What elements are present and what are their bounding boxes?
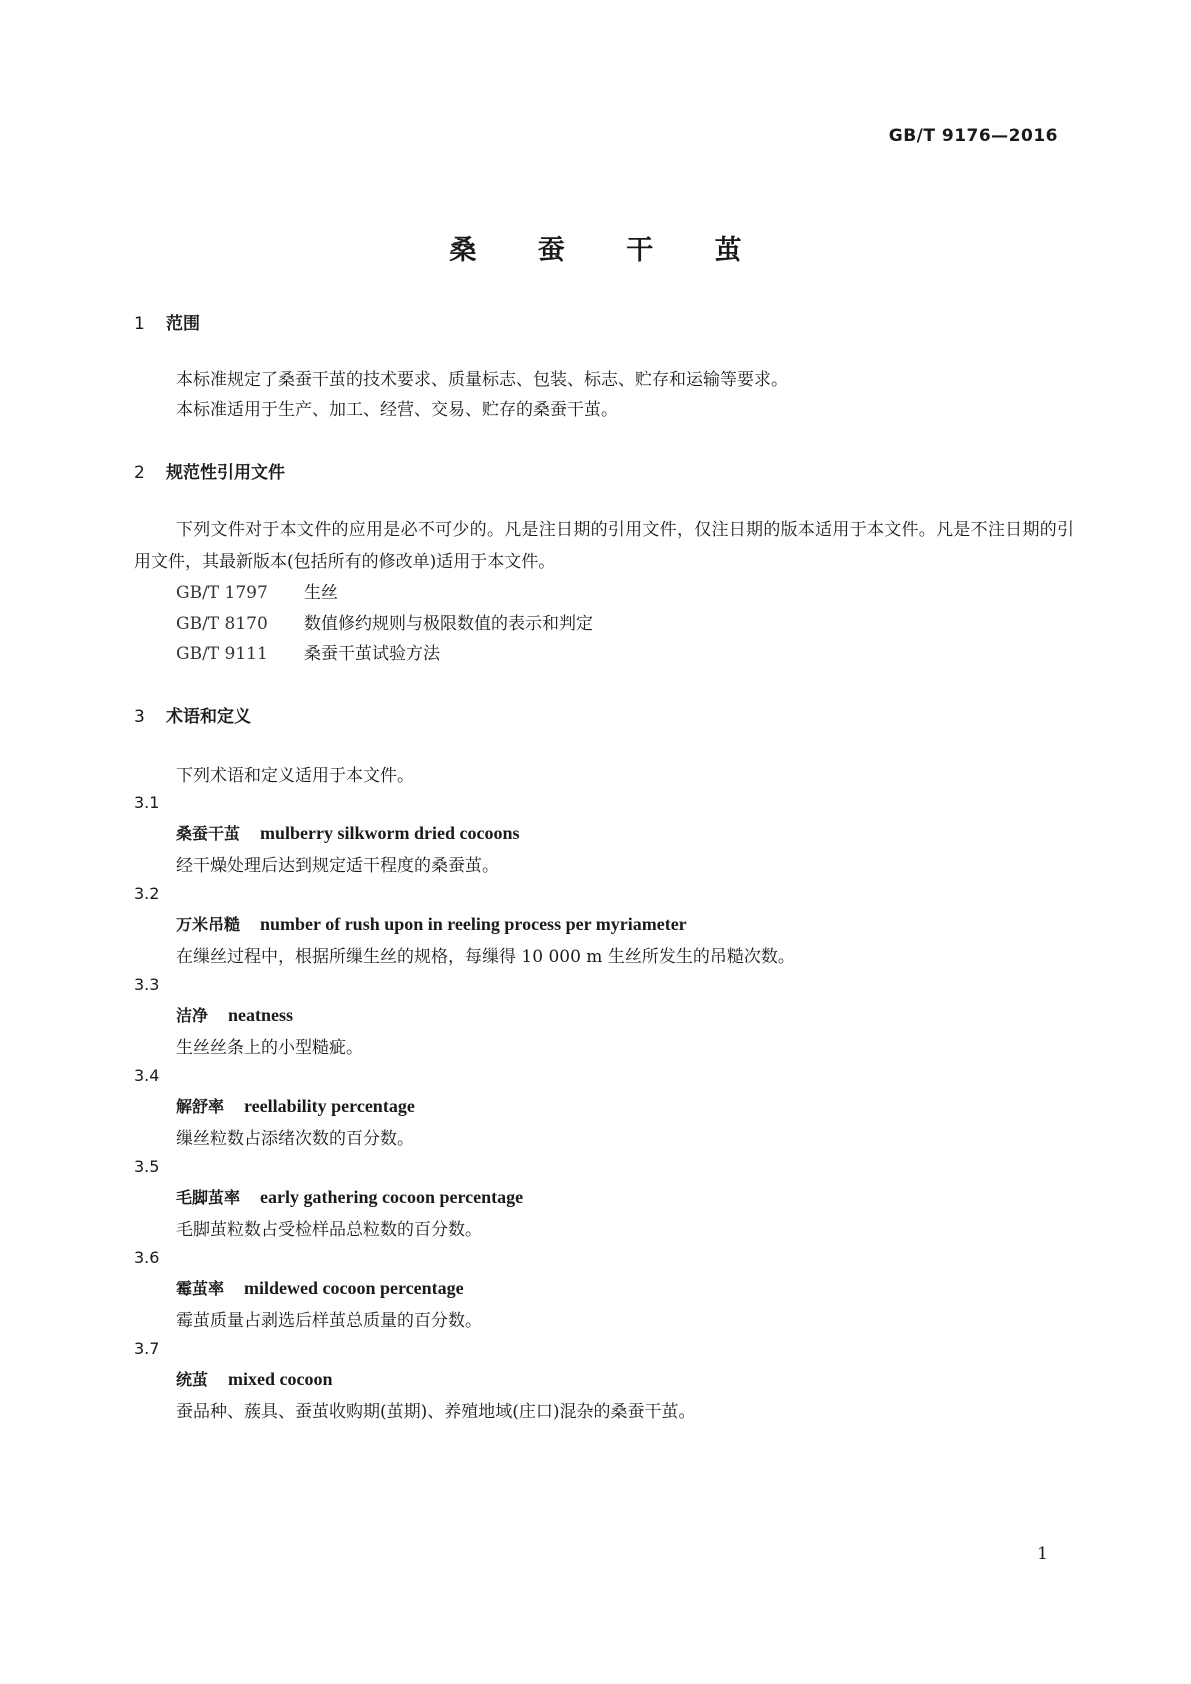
term-definition: 经干燥处理后达到规定适干程度的桑蚕茧。 xyxy=(176,856,499,876)
term-name-en: mulberry silkworm dried cocoons xyxy=(260,823,520,843)
section-number: 2 xyxy=(134,463,145,483)
term-name xyxy=(176,1367,333,1390)
section-number: 1 xyxy=(134,314,145,334)
section-number: 3 xyxy=(134,707,145,727)
terms-intro: 下列术语和定义适用于本文件。 xyxy=(176,766,414,786)
term-name-en: number of rush upon in reeling process per myriameter xyxy=(260,914,687,934)
term-name xyxy=(176,912,687,935)
term-definition: 缫丝粒数占添绪次数的百分数。 xyxy=(176,1129,414,1149)
term-definition: 在缫丝过程中，根据所缫生丝的规格，每缫得 10 000 m 生丝所发生的吊糙次数。 xyxy=(176,947,795,967)
term-name-zh: 洁净 xyxy=(176,1006,209,1025)
scope-paragraph: 本标准适用于生产、加工、经营、交易、贮存的桑蚕干茧。 xyxy=(176,400,618,420)
term-name xyxy=(176,1185,523,1208)
section-title: 规范性引用文件 xyxy=(166,463,285,483)
term-name-zh: 万米吊糙 xyxy=(176,915,241,934)
term-number: 3.7 xyxy=(134,1339,160,1358)
term-name-en: mixed cocoon xyxy=(228,1369,333,1389)
scope-paragraph: 本标准规定了桑蚕干茧的技术要求、质量标志、包装、标志、贮存和运输等要求。 xyxy=(176,370,788,390)
term-number: 3.5 xyxy=(134,1157,160,1176)
reference-item xyxy=(176,578,338,603)
term-number: 3.2 xyxy=(134,884,160,903)
term-name-zh: 统茧 xyxy=(176,1370,209,1389)
term-name xyxy=(176,1276,464,1299)
term-name-en: neatness xyxy=(228,1005,294,1025)
reference-title: 生丝 xyxy=(304,583,338,603)
term-definition: 蚕品种、蔟具、蚕茧收购期(茧期)、养殖地域(庄口)混杂的桑蚕干茧。 xyxy=(176,1402,696,1422)
term-name-en: reellability percentage xyxy=(244,1096,415,1116)
reference-title: 数值修约规则与极限数值的表示和判定 xyxy=(304,614,593,634)
term-name-zh: 霉茧率 xyxy=(176,1279,225,1298)
section-heading-references xyxy=(134,458,285,483)
term-name xyxy=(176,1003,293,1026)
page-number: 1 xyxy=(1037,1544,1048,1564)
term-name-zh: 毛脚茧率 xyxy=(176,1188,241,1207)
term-definition: 毛脚茧粒数占受检样品总粒数的百分数。 xyxy=(176,1220,482,1240)
section-title: 范围 xyxy=(166,314,200,334)
term-name xyxy=(176,1094,415,1117)
term-name-zh: 桑蚕干茧 xyxy=(176,824,241,843)
term-name-en: early gathering cocoon percentage xyxy=(260,1187,524,1207)
reference-item xyxy=(176,609,593,634)
term-number: 3.4 xyxy=(134,1066,160,1085)
term-number: 3.6 xyxy=(134,1248,160,1267)
term-definition: 生丝丝条上的小型糙疵。 xyxy=(176,1038,363,1058)
section-heading-terms xyxy=(134,702,251,727)
term-name-zh: 解舒率 xyxy=(176,1097,225,1116)
references-intro: 下列文件对于本文件的应用是必不可少的。凡是注日期的引用文件，仅注日期的版本适用于本文件。凡是不注日期的引用文件，其最新版本(包括所有的修改单)适用于本文件。 xyxy=(134,520,1074,572)
reference-title: 桑蚕干茧试验方法 xyxy=(304,644,440,664)
standard-code: GB/T 9176—2016 xyxy=(888,126,1058,146)
section-title: 术语和定义 xyxy=(166,707,251,727)
term-name-en: mildewed cocoon percentage xyxy=(244,1278,464,1298)
term-number: 3.3 xyxy=(134,975,160,994)
reference-code: GB/T 8170 xyxy=(176,614,268,634)
reference-item xyxy=(176,639,440,664)
term-number: 3.1 xyxy=(134,793,160,812)
reference-code: GB/T 9111 xyxy=(176,644,268,664)
term-name xyxy=(176,821,520,844)
term-definition: 霉茧质量占剥选后样茧总质量的百分数。 xyxy=(176,1311,482,1331)
document-title: 桑 蚕 干 茧 xyxy=(449,235,768,266)
reference-code: GB/T 1797 xyxy=(176,583,268,603)
section-heading-scope xyxy=(134,309,200,334)
